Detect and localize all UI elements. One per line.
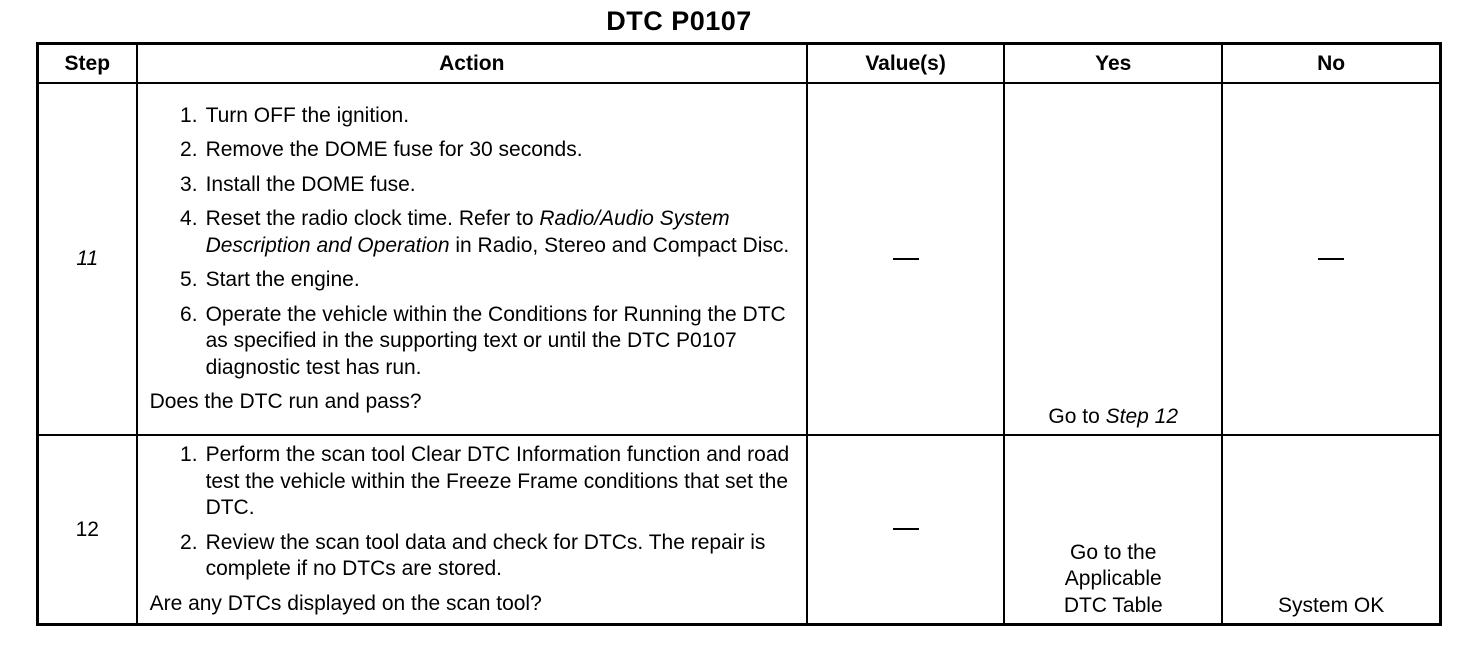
table-row-step-12 [38,435,1441,625]
page-title: DTC P0107 [606,6,752,36]
no-cell [1222,83,1440,435]
action-text: Perform the scan tool Clear DTC Information function and road test the vehicle within the Freeze Frame conditions that set the DTC. [205,443,790,519]
action-number: 6. [180,302,198,326]
action-number: 4. [180,207,198,230]
header-row [38,44,1441,84]
action-text: Turn OFF the ignition. [205,103,410,127]
yes-prefix: Go to [1048,404,1106,428]
action-text: Review the scan tool data and check for DTCs. The repair is complete if no DTCs are stored. [205,530,766,580]
value-cell [807,435,1004,625]
action-number: 5. [180,268,198,291]
action-item [150,137,798,164]
no-text: System OK [1278,593,1385,617]
action-item [150,206,798,259]
reference-link: Radio/Audio System Description and Operation [205,207,730,257]
dtc-table [36,42,1442,626]
yes-line: Go to the [1070,540,1157,564]
value-dash [893,258,919,260]
action-item [150,267,798,294]
yes-line: Applicable [1064,567,1162,590]
yes-cell [1004,435,1222,625]
header-action: Action [137,44,807,84]
step-link: Step 12 [1105,404,1179,428]
table-row-step-11 [38,83,1441,435]
value-dash [893,528,919,530]
action-text [206,206,798,259]
action-text: Operate the vehicle within the Conditions for Running the DTC as specified in the supporting text or until the DTC P0107 diagnostic test has run. [205,302,786,379]
action-item [150,172,798,199]
action-item [150,530,798,583]
step-number: 12 [38,435,137,625]
action-question: Does the DTC run and pass? [149,390,422,413]
action-list [150,103,798,382]
action-item [150,103,798,130]
action-question: Are any DTCs displayed on the scan tool? [149,591,542,615]
action-text-part: Reset the radio clock time. Refer to [205,207,540,230]
action-number: 1. [180,103,198,127]
action-text-part: in Radio, Stereo and Compact Disc. [449,233,790,257]
yes-text [1005,404,1221,431]
header-step: Step [38,44,137,84]
action-list [150,442,798,583]
yes-line: DTC Table [1063,593,1163,617]
header-no: No [1222,44,1440,84]
value-cell [807,83,1004,435]
header-yes: Yes [1004,44,1222,84]
action-text: Install the DOME fuse. [205,172,416,196]
header-values: Value(s) [807,44,1004,84]
action-text: Remove the DOME fuse for 30 seconds. [205,138,583,161]
no-dash [1318,258,1344,260]
no-cell [1222,435,1440,625]
yes-cell [1004,83,1222,435]
action-number: 2. [180,530,198,554]
action-item [150,442,798,522]
action-text: Start the engine. [205,268,360,291]
action-item [150,302,798,382]
action-number: 2. [180,138,198,161]
action-number: 3. [180,172,198,196]
action-cell [137,83,807,435]
yes-text [1005,540,1221,620]
action-cell [137,435,807,625]
action-number: 1. [180,443,198,466]
step-number: 11 [38,83,137,435]
